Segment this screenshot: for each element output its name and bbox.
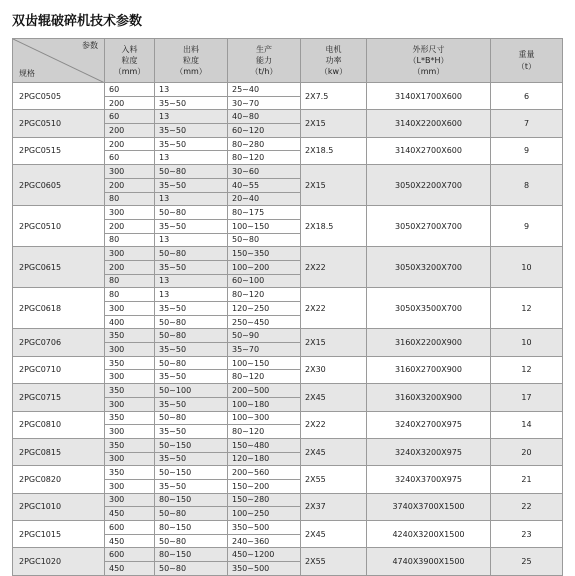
feed-size-cell: 450 <box>105 534 155 548</box>
table-row <box>13 438 563 452</box>
table-row <box>13 384 563 398</box>
output-size-cell: 80~150 <box>155 493 228 507</box>
output-size-cell: 35~50 <box>155 370 228 384</box>
model-cell: 2PGC0510 <box>13 206 105 247</box>
output-size-cell: 35~50 <box>155 397 228 411</box>
dimensions-cell: 3050X3500X700 <box>367 288 491 329</box>
capacity-cell: 100~180 <box>228 397 301 411</box>
header-output-size: 出料 粒度 （mm） <box>155 39 228 83</box>
output-size-cell: 35~50 <box>155 302 228 316</box>
dimensions-cell: 3140X1700X600 <box>367 83 491 110</box>
output-size-cell: 35~50 <box>155 260 228 274</box>
output-size-cell: 50~80 <box>155 329 228 343</box>
output-size-cell: 50~150 <box>155 438 228 452</box>
output-size-cell: 35~50 <box>155 178 228 192</box>
dimensions-cell: 3050X2700X700 <box>367 206 491 247</box>
weight-cell: 25 <box>491 548 563 575</box>
dimensions-cell: 3240X2700X975 <box>367 411 491 438</box>
table-row <box>13 137 563 151</box>
capacity-cell: 200~560 <box>228 466 301 480</box>
feed-size-cell: 450 <box>105 507 155 521</box>
table-row <box>13 247 563 261</box>
dimensions-cell: 3050X3200X700 <box>367 247 491 288</box>
capacity-cell: 80~120 <box>228 370 301 384</box>
model-cell: 2PGC0510 <box>13 110 105 137</box>
table-row <box>13 411 563 425</box>
output-size-cell: 35~50 <box>155 96 228 110</box>
model-cell: 2PGC1010 <box>13 493 105 520</box>
feed-size-cell: 60 <box>105 83 155 97</box>
model-cell: 2PGC0618 <box>13 288 105 329</box>
table-row <box>13 110 563 124</box>
table-row <box>13 493 563 507</box>
output-size-cell: 50~80 <box>155 165 228 179</box>
dimensions-cell: 3240X3700X975 <box>367 466 491 493</box>
capacity-cell: 450~1200 <box>228 548 301 562</box>
feed-size-cell: 300 <box>105 425 155 439</box>
capacity-cell: 30~70 <box>228 96 301 110</box>
weight-cell: 17 <box>491 384 563 411</box>
model-cell: 2PGC0710 <box>13 356 105 383</box>
feed-size-cell: 300 <box>105 397 155 411</box>
weight-cell: 10 <box>491 247 563 288</box>
feed-size-cell: 600 <box>105 548 155 562</box>
capacity-cell: 150~280 <box>228 493 301 507</box>
feed-size-cell: 80 <box>105 192 155 206</box>
capacity-cell: 50~80 <box>228 233 301 247</box>
model-cell: 2PGC0515 <box>13 137 105 164</box>
capacity-cell: 25~40 <box>228 83 301 97</box>
capacity-cell: 200~500 <box>228 384 301 398</box>
output-size-cell: 50~100 <box>155 384 228 398</box>
motor-power-cell: 2X55 <box>301 548 367 575</box>
capacity-cell: 60~120 <box>228 124 301 138</box>
feed-size-cell: 350 <box>105 329 155 343</box>
feed-size-cell: 350 <box>105 356 155 370</box>
weight-cell: 8 <box>491 165 563 206</box>
header-feed-size: 入料 粒度 （mm） <box>105 39 155 83</box>
capacity-cell: 150~200 <box>228 479 301 493</box>
header-model: 规格 <box>19 69 35 78</box>
motor-power-cell: 2X45 <box>301 521 367 548</box>
capacity-cell: 30~60 <box>228 165 301 179</box>
dimensions-cell: 4240X3200X1500 <box>367 521 491 548</box>
feed-size-cell: 200 <box>105 137 155 151</box>
dimensions-cell: 3050X2200X700 <box>367 165 491 206</box>
motor-power-cell: 2X18.5 <box>301 206 367 247</box>
motor-power-cell: 2X30 <box>301 356 367 383</box>
output-size-cell: 80~150 <box>155 521 228 535</box>
table-body <box>13 83 563 576</box>
model-cell: 2PGC0715 <box>13 384 105 411</box>
output-size-cell: 50~80 <box>155 411 228 425</box>
output-size-cell: 50~80 <box>155 562 228 576</box>
feed-size-cell: 80 <box>105 233 155 247</box>
table-row <box>13 288 563 302</box>
feed-size-cell: 200 <box>105 219 155 233</box>
capacity-cell: 100~150 <box>228 356 301 370</box>
motor-power-cell: 2X45 <box>301 438 367 465</box>
table-row <box>13 83 563 97</box>
motor-power-cell: 2X37 <box>301 493 367 520</box>
header-param: 参数 <box>82 41 98 50</box>
capacity-cell: 150~480 <box>228 438 301 452</box>
motor-power-cell: 2X15 <box>301 110 367 137</box>
feed-size-cell: 350 <box>105 466 155 480</box>
dimensions-cell: 4740X3900X1500 <box>367 548 491 575</box>
model-cell: 2PGC0815 <box>13 438 105 465</box>
output-size-cell: 35~50 <box>155 479 228 493</box>
model-cell: 2PGC1015 <box>13 521 105 548</box>
output-size-cell: 35~50 <box>155 137 228 151</box>
output-size-cell: 50~80 <box>155 315 228 329</box>
capacity-cell: 80~120 <box>228 288 301 302</box>
capacity-cell: 80~175 <box>228 206 301 220</box>
feed-size-cell: 400 <box>105 315 155 329</box>
output-size-cell: 50~150 <box>155 466 228 480</box>
dimensions-cell: 3160X2200X900 <box>367 329 491 356</box>
weight-cell: 7 <box>491 110 563 137</box>
capacity-cell: 80~280 <box>228 137 301 151</box>
feed-size-cell: 300 <box>105 479 155 493</box>
feed-size-cell: 300 <box>105 493 155 507</box>
feed-size-cell: 350 <box>105 438 155 452</box>
feed-size-cell: 200 <box>105 260 155 274</box>
feed-size-cell: 300 <box>105 370 155 384</box>
model-cell: 2PGC0605 <box>13 165 105 206</box>
table-row <box>13 356 563 370</box>
weight-cell: 20 <box>491 438 563 465</box>
output-size-cell: 35~50 <box>155 343 228 357</box>
capacity-cell: 250~450 <box>228 315 301 329</box>
output-size-cell: 35~50 <box>155 452 228 466</box>
capacity-cell: 100~200 <box>228 260 301 274</box>
weight-cell: 10 <box>491 329 563 356</box>
output-size-cell: 80~150 <box>155 548 228 562</box>
header-capacity: 生产 能力 （t/h） <box>228 39 301 83</box>
output-size-cell: 35~50 <box>155 219 228 233</box>
dimensions-cell: 3140X2700X600 <box>367 137 491 164</box>
model-cell: 2PGC0820 <box>13 466 105 493</box>
capacity-cell: 100~300 <box>228 411 301 425</box>
capacity-cell: 120~180 <box>228 452 301 466</box>
output-size-cell: 50~80 <box>155 356 228 370</box>
feed-size-cell: 200 <box>105 124 155 138</box>
table-row <box>13 206 563 220</box>
capacity-cell: 100~250 <box>228 507 301 521</box>
feed-size-cell: 300 <box>105 302 155 316</box>
header-corner-cell <box>13 39 105 83</box>
table-row <box>13 548 563 562</box>
dimensions-cell: 3240X3200X975 <box>367 438 491 465</box>
weight-cell: 9 <box>491 137 563 164</box>
feed-size-cell: 300 <box>105 247 155 261</box>
feed-size-cell: 300 <box>105 452 155 466</box>
motor-power-cell: 2X45 <box>301 384 367 411</box>
page-title: 双齿辊破碎机技术参数 <box>12 14 143 29</box>
output-size-cell: 13 <box>155 274 228 288</box>
capacity-cell: 40~80 <box>228 110 301 124</box>
output-size-cell: 13 <box>155 83 228 97</box>
motor-power-cell: 2X7.5 <box>301 83 367 110</box>
model-cell: 2PGC0706 <box>13 329 105 356</box>
output-size-cell: 50~80 <box>155 507 228 521</box>
capacity-cell: 120~250 <box>228 302 301 316</box>
feed-size-cell: 80 <box>105 274 155 288</box>
model-cell: 2PGC0505 <box>13 83 105 110</box>
dimensions-cell: 3140X2200X600 <box>367 110 491 137</box>
capacity-cell: 50~90 <box>228 329 301 343</box>
weight-cell: 12 <box>491 356 563 383</box>
output-size-cell: 35~50 <box>155 124 228 138</box>
dimensions-cell: 3740X3700X1500 <box>367 493 491 520</box>
capacity-cell: 100~150 <box>228 219 301 233</box>
capacity-cell: 150~350 <box>228 247 301 261</box>
feed-size-cell: 200 <box>105 96 155 110</box>
motor-power-cell: 2X15 <box>301 329 367 356</box>
output-size-cell: 50~80 <box>155 247 228 261</box>
feed-size-cell: 300 <box>105 206 155 220</box>
header-dimensions: 外形尺寸 （L*B*H） （mm） <box>367 39 491 83</box>
output-size-cell: 13 <box>155 110 228 124</box>
feed-size-cell: 450 <box>105 562 155 576</box>
model-cell: 2PGC0615 <box>13 247 105 288</box>
capacity-cell: 35~70 <box>228 343 301 357</box>
motor-power-cell: 2X22 <box>301 288 367 329</box>
feed-size-cell: 300 <box>105 165 155 179</box>
weight-cell: 9 <box>491 206 563 247</box>
output-size-cell: 13 <box>155 192 228 206</box>
feed-size-cell: 600 <box>105 521 155 535</box>
capacity-cell: 240~360 <box>228 534 301 548</box>
capacity-cell: 20~40 <box>228 192 301 206</box>
feed-size-cell: 350 <box>105 384 155 398</box>
dimensions-cell: 3160X3200X900 <box>367 384 491 411</box>
output-size-cell: 50~80 <box>155 206 228 220</box>
feed-size-cell: 80 <box>105 288 155 302</box>
output-size-cell: 13 <box>155 151 228 165</box>
output-size-cell: 50~80 <box>155 534 228 548</box>
capacity-cell: 40~55 <box>228 178 301 192</box>
weight-cell: 22 <box>491 493 563 520</box>
table-row <box>13 329 563 343</box>
motor-power-cell: 2X22 <box>301 411 367 438</box>
output-size-cell: 13 <box>155 288 228 302</box>
feed-size-cell: 350 <box>105 411 155 425</box>
motor-power-cell: 2X55 <box>301 466 367 493</box>
feed-size-cell: 300 <box>105 343 155 357</box>
capacity-cell: 80~120 <box>228 425 301 439</box>
capacity-cell: 350~500 <box>228 562 301 576</box>
feed-size-cell: 60 <box>105 151 155 165</box>
weight-cell: 21 <box>491 466 563 493</box>
motor-power-cell: 2X22 <box>301 247 367 288</box>
motor-power-cell: 2X15 <box>301 165 367 206</box>
table-row <box>13 165 563 179</box>
capacity-cell: 350~500 <box>228 521 301 535</box>
header-motor-power: 电机 功率 （kw） <box>301 39 367 83</box>
capacity-cell: 60~100 <box>228 274 301 288</box>
model-cell: 2PGC1020 <box>13 548 105 575</box>
table-row <box>13 466 563 480</box>
weight-cell: 23 <box>491 521 563 548</box>
output-size-cell: 35~50 <box>155 425 228 439</box>
capacity-cell: 80~120 <box>228 151 301 165</box>
model-cell: 2PGC0810 <box>13 411 105 438</box>
feed-size-cell: 200 <box>105 178 155 192</box>
spec-table <box>12 38 563 576</box>
weight-cell: 12 <box>491 288 563 329</box>
weight-cell: 14 <box>491 411 563 438</box>
header-weight: 重量 （t） <box>491 39 563 83</box>
feed-size-cell: 60 <box>105 110 155 124</box>
weight-cell: 6 <box>491 83 563 110</box>
motor-power-cell: 2X18.5 <box>301 137 367 164</box>
table-row <box>13 521 563 535</box>
dimensions-cell: 3160X2700X900 <box>367 356 491 383</box>
output-size-cell: 13 <box>155 233 228 247</box>
